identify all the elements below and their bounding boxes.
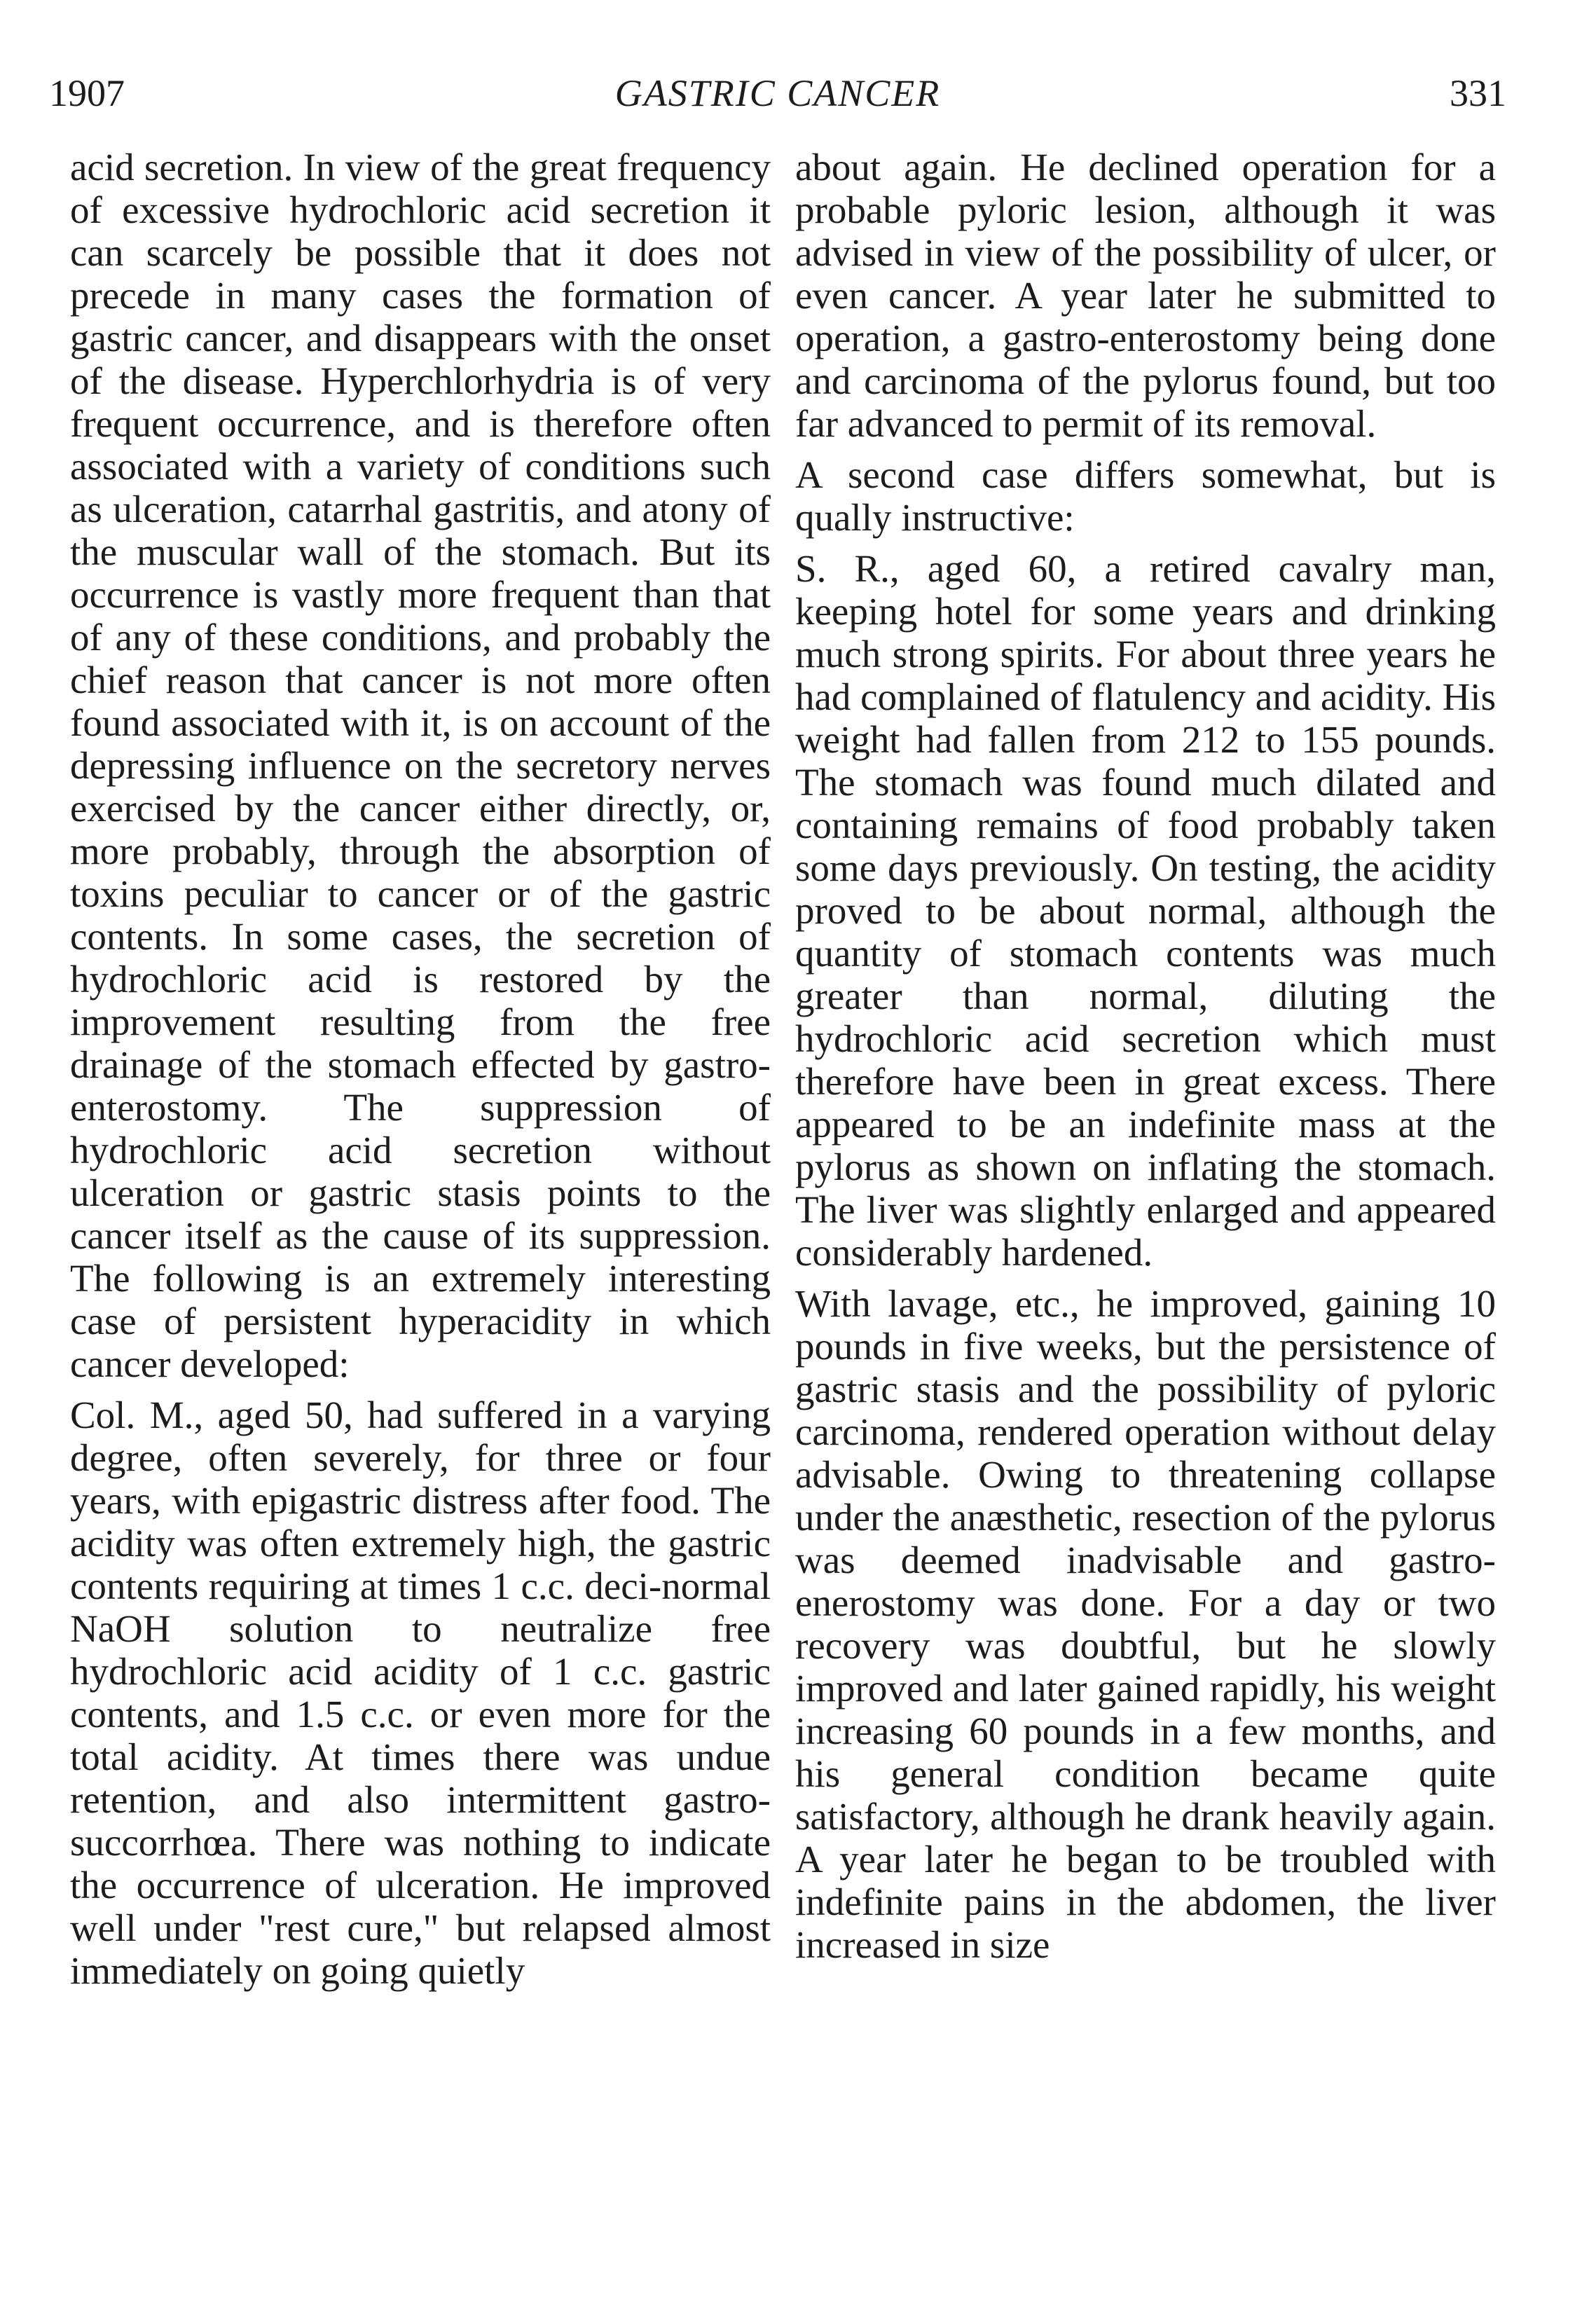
right-paragraph-4: With lavage, etc., he improved, gaining 10 pounds in five weeks, but the persistence of gastric stasis and the possibility of pyloric carcinoma, rendered operation without delay advisable. Owing to threatening collapse under the anæsthetic, resection of the pylorus was deemed inadvisable and gastro-enerostomy was done. For a day or two recovery was doubtful, but he slowly improved and later gained rapidly, his weight increasing 60 pounds in a few months, and his general condition became quite satisfactory, although he drank heavily again. A year later he began to be troubled with indefinite pains in the abdomen, the liver increased in size [795, 1282, 1496, 1966]
left-column [70, 146, 771, 1992]
header-year: 1907 [49, 72, 125, 114]
header-title: GASTRIC CANCER [614, 72, 941, 114]
right-paragraph-2: A second case differs somewhat, but is qually instructive: [795, 453, 1496, 539]
right-paragraph-1: about again. He declined operation for a probable pyloric lesion, although it was advised in view of the possibility of ulcer, or even cancer. A year later he submitted to operation, a gastro-enterostomy being done and carcinoma of the pylorus found, but too far advanced to permit of its removal. [795, 146, 1496, 445]
right-column [795, 146, 1496, 1966]
running-header [49, 62, 1506, 125]
right-paragraph-3-case-s-r: S. R., aged 60, a retired cavalry man, keeping hotel for some years and drinking much strong spirits. For about three years he had complained of flatulency and acidity. His weight had fallen from 212 to 155 pounds. The stomach was found much dilated and containing remains of food probably taken some days previously. On testing, the acidity proved to be about normal, although the quantity of stomach contents was much greater than normal, diluting the hydrochloric acid secretion which must therefore have been in great excess. There appeared to be an indefinite mass at the pylorus as shown on inflating the stomach. The liver was slightly enlarged and appeared considerably hardened. [795, 547, 1496, 1274]
page-number: 331 [1450, 72, 1506, 114]
left-paragraph-1: acid secretion. In view of the great frequency of excessive hydrochloric acid secretion it can scarcely be possible that it does not precede in many cases the formation of gastric cancer, and disappears with the onset of the disease. Hyperchlorhydria is of very frequent occurrence, and is therefore often associated with a variety of conditions such as ulceration, catarrhal gastritis, and atony of the muscular wall of the stomach. But its occurrence is vastly more frequent than that of any of these conditions, and probably the chief reason that cancer is not more often found associated with it, is on account of the depressing influence on the secretory nerves exercised by the cancer either directly, or, more probably, through the absorption of toxins peculiar to cancer or of the gastric contents. In some cases, the secretion of hydrochloric acid is restored by the improvement resulting from the free drainage of the stomach effected by gastro-enterostomy. The suppression of hydrochloric acid secretion without ulceration or gastric stasis points to the cancer itself as the cause of its suppression. The following is an extremely interesting case of persistent hyperacidity in which cancer developed: [70, 146, 771, 1385]
left-paragraph-2-case-col-m: Col. M., aged 50, had suffered in a varying degree, often severely, for three or four years, with epigastric distress after food. The acidity was often extremely high, the gastric contents requiring at times 1 c.c. deci-normal NaOH solution to neutralize free hydrochloric acid acidity of 1 c.c. gastric contents, and 1.5 c.c. or even more for the total acidity. At times there was undue retention, and also intermittent gastro-succorrhœa. There was nothing to indicate the occurrence of ulceration. He improved well under "rest cure," but relapsed almost immediately on going quietly [70, 1394, 771, 1992]
